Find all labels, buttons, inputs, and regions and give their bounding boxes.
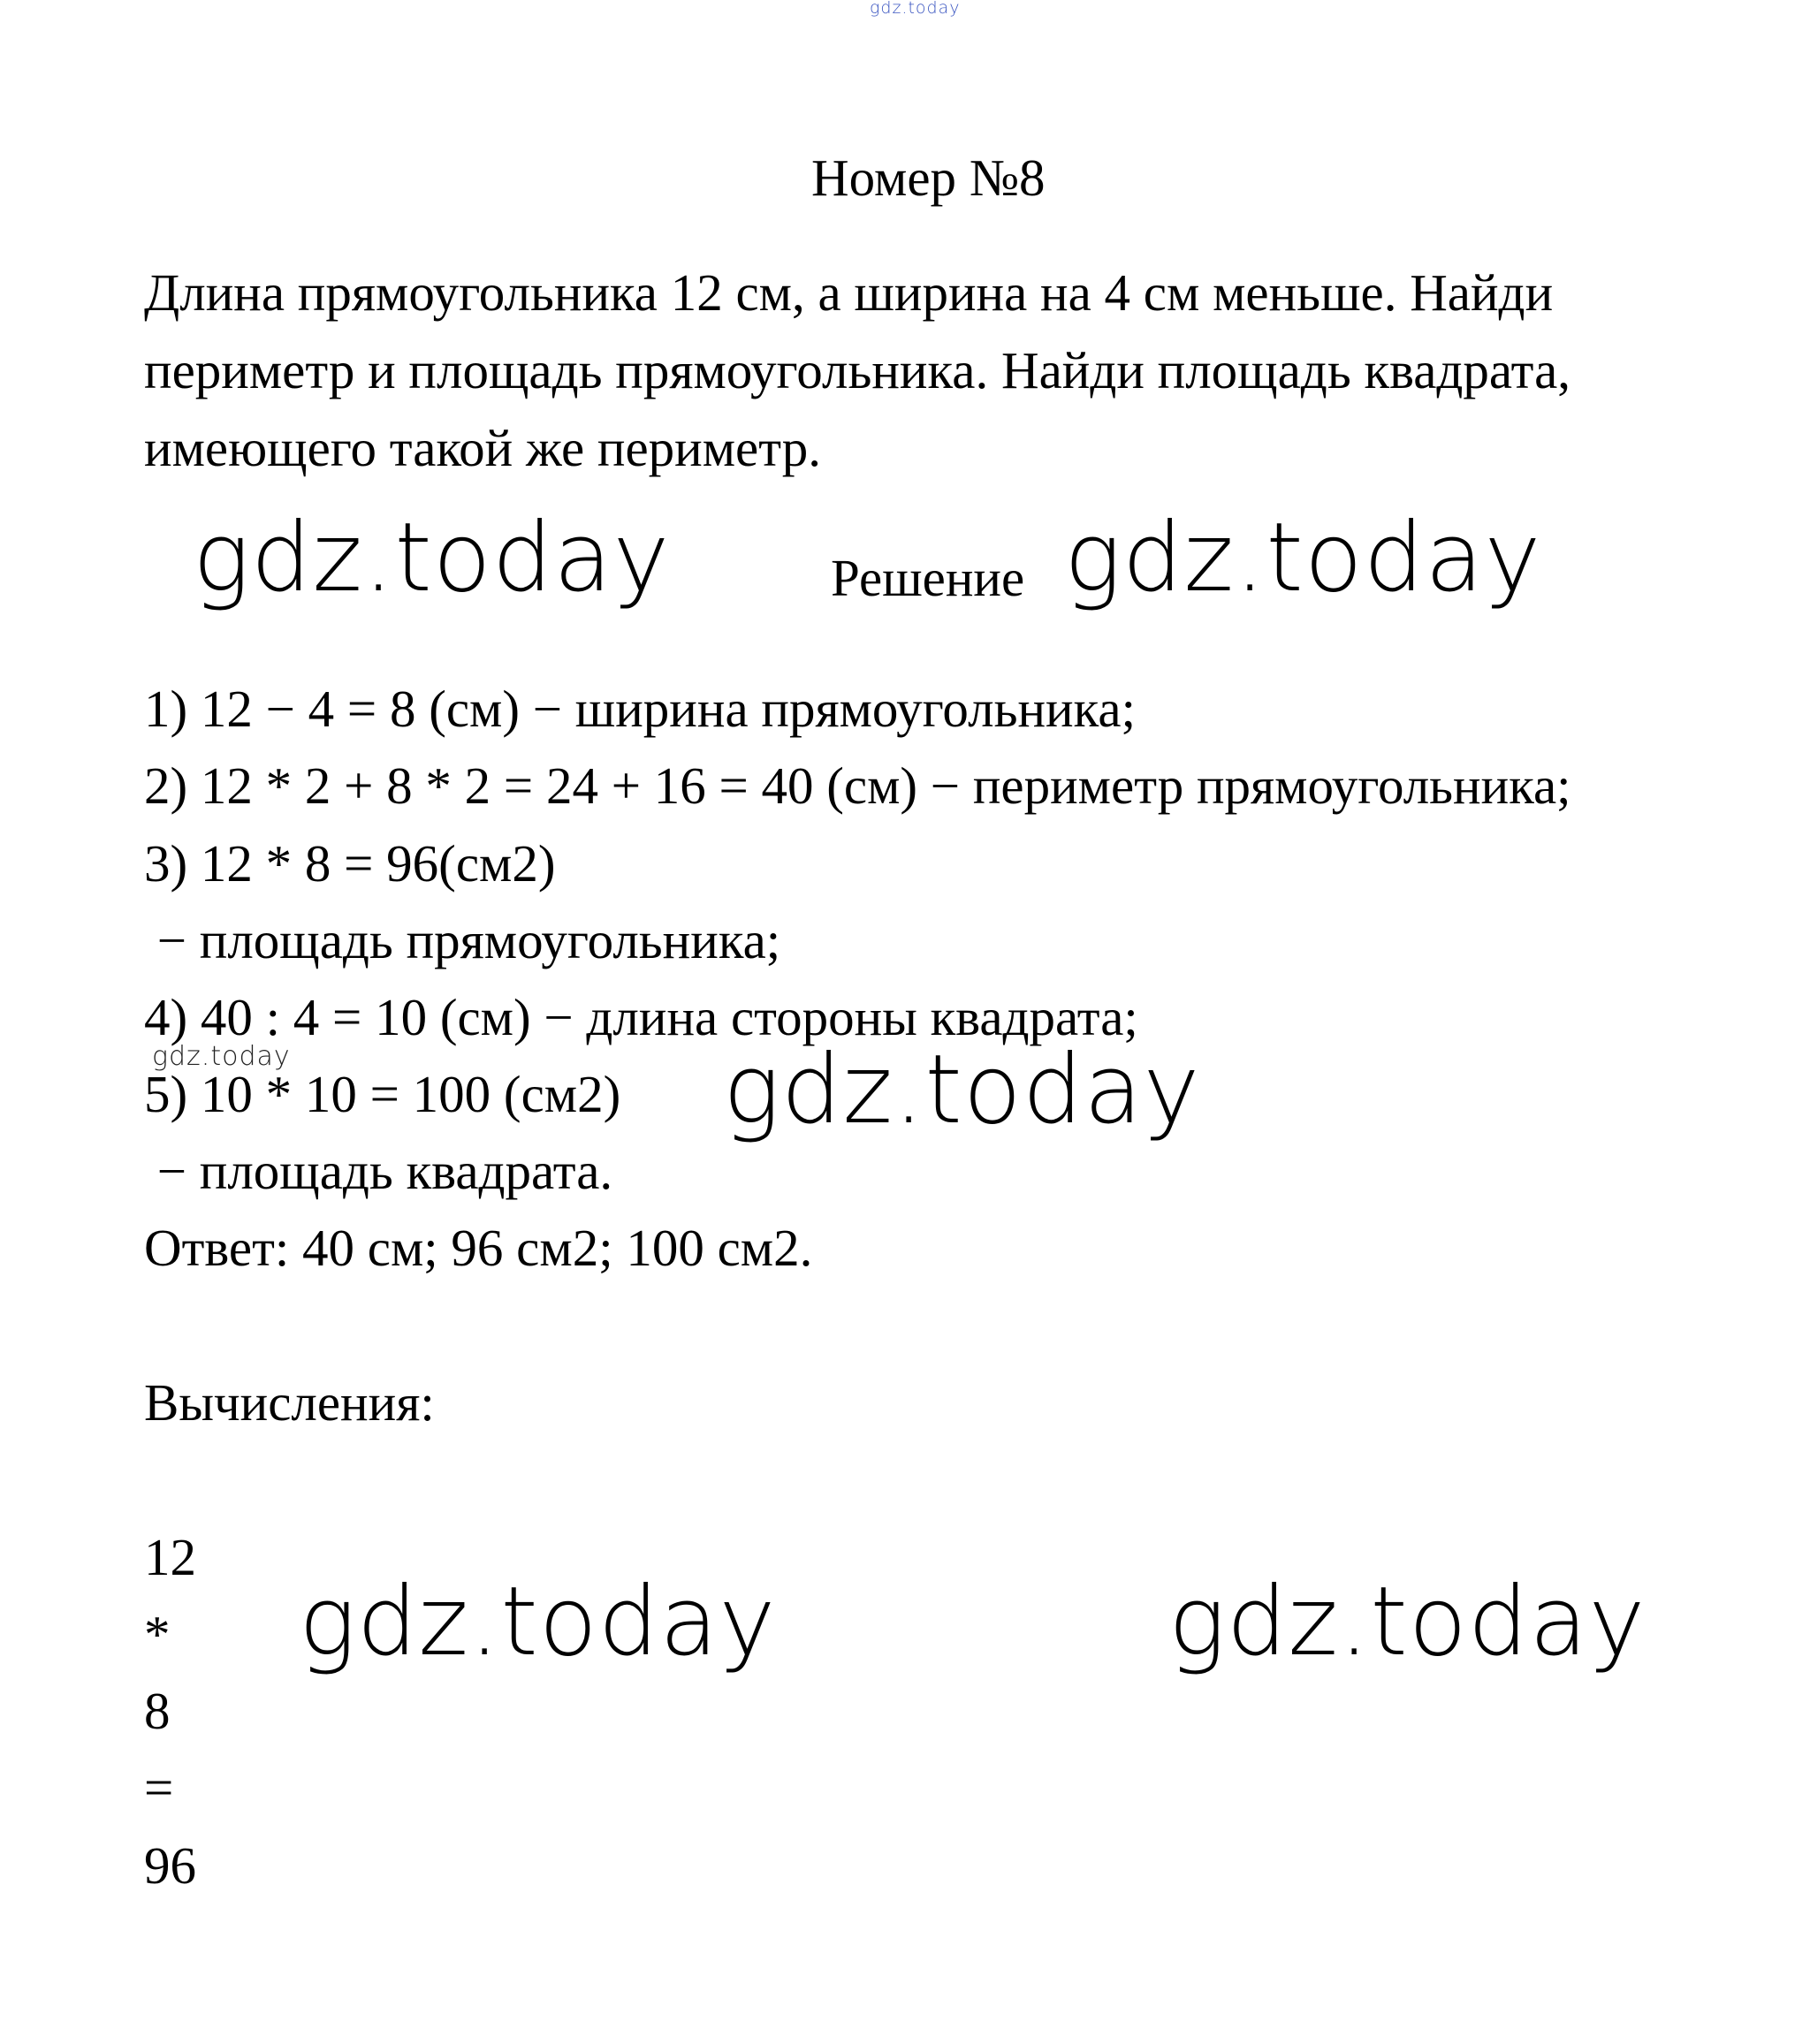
calc-value-8: 8 [144,1682,171,1740]
problem-line-2: периметр и площадь прямоугольника. Найди площадь квадрата, [144,341,1571,399]
solution-heading: Решение [831,549,1025,607]
step-2: 2) 12 * 2 + 8 * 2 = 24 + 16 = 40 (см) − периметр прямоугольника; [144,756,1571,815]
watermark-4: gdz.today [299,1567,777,1677]
watermark-5: gdz.today [1168,1567,1646,1677]
watermark-small: gdz.today [152,1041,291,1072]
watermark-2: gdz.today [1064,503,1542,613]
step-3-continued: − площадь прямоугольника; [144,911,781,969]
step-1: 1) 12 − 4 = 8 (см) − ширина прямоугольника; [144,680,1136,738]
calc-operator-multiply: * [144,1605,171,1663]
calc-value-12: 12 [144,1528,196,1586]
problem-line-1: Длина прямоугольника 12 см, а ширина на 4 см меньше. Найди [144,263,1554,322]
page-title: Номер №8 [811,148,1046,207]
problem-line-3: имеющего такой же периметр. [144,419,821,477]
calc-operator-equals: = [144,1759,174,1817]
step-3: 3) 12 * 8 = 96(см2) [144,834,556,893]
watermark-top: gdz.today [870,0,961,18]
calculations-heading: Вычисления: [144,1373,435,1432]
step-5: 5) 10 * 10 = 100 (см2) [144,1065,621,1123]
step-5-continued: − площадь квадрата. [144,1142,613,1200]
calc-result-96: 96 [144,1836,196,1895]
step-4: 4) 40 : 4 = 10 (см) − длина стороны квадрата; [144,988,1138,1046]
answer: Ответ: 40 см; 96 см2; 100 см2. [144,1219,813,1277]
watermark-3: gdz.today [723,1035,1201,1145]
watermark-1: gdz.today [193,503,671,613]
